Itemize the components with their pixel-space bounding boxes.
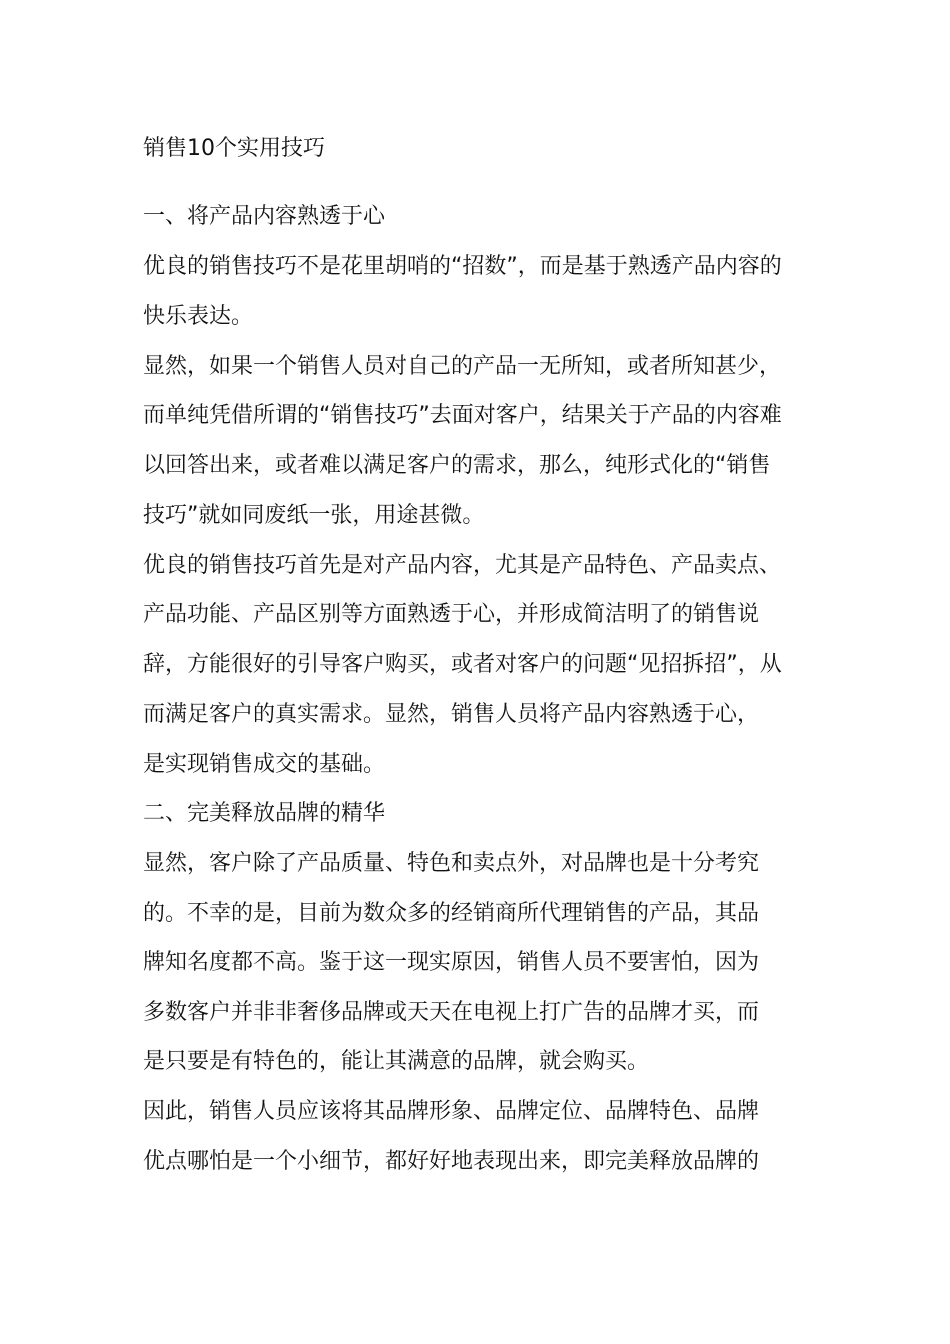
text-line: 显然，客户除了产品质量、特色和卖点外，对品牌也是十分考究 [143, 851, 760, 876]
text-line: 而单纯凭借所谓的“销售技巧”去面对客户，结果关于产品的内容难 [143, 403, 782, 428]
text-line: 辞，方能很好的引导客户购买，或者对客户的问题“见招拆招”，从 [143, 652, 782, 677]
text-line: 优良的销售技巧首先是对产品内容，尤其是产品特色、产品卖点、 [143, 553, 782, 578]
section-heading: 二、完美释放品牌的精华 [143, 801, 386, 826]
text-line: 而满足客户的真实需求。显然，销售人员将产品内容熟透于心， [143, 702, 760, 727]
text-line: 的。不幸的是，目前为数众多的经销商所代理销售的产品，其品 [143, 901, 760, 926]
section-heading: 一、将产品内容熟透于心 [143, 204, 386, 229]
text-line: 显然，如果一个销售人员对自己的产品一无所知，或者所知甚少， [143, 354, 782, 379]
text-line: 牌知名度都不高。鉴于这一现实原因，销售人员不要害怕，因为 [143, 950, 760, 975]
text-line: 以回答出来，或者难以满足客户的需求，那么，纯形式化的“销售 [143, 453, 771, 478]
text-line: 技巧”就如同废纸一张，用途甚微。 [143, 503, 485, 528]
text-line: 快乐表达。 [143, 304, 254, 329]
document-title: 销售10个实用技巧 [143, 136, 325, 161]
text-line: 是只要是有特色的，能让其满意的品牌，就会购买。 [143, 1049, 650, 1074]
text-line: 优点哪怕是一个小细节，都好好地表现出来，即完美释放品牌的 [143, 1149, 760, 1174]
text-line: 产品功能、产品区别等方面熟透于心，并形成简洁明了的销售说 [143, 602, 760, 627]
text-line: 优良的销售技巧不是花里胡哨的“招数”，而是基于熟透产品内容的 [143, 254, 782, 279]
text-line: 因此，销售人员应该将其品牌形象、品牌定位、品牌特色、品牌 [143, 1099, 760, 1124]
text-line: 是实现销售成交的基础。 [143, 752, 386, 777]
text-line: 多数客户并非非奢侈品牌或天天在电视上打广告的品牌才买，而 [143, 1000, 760, 1025]
